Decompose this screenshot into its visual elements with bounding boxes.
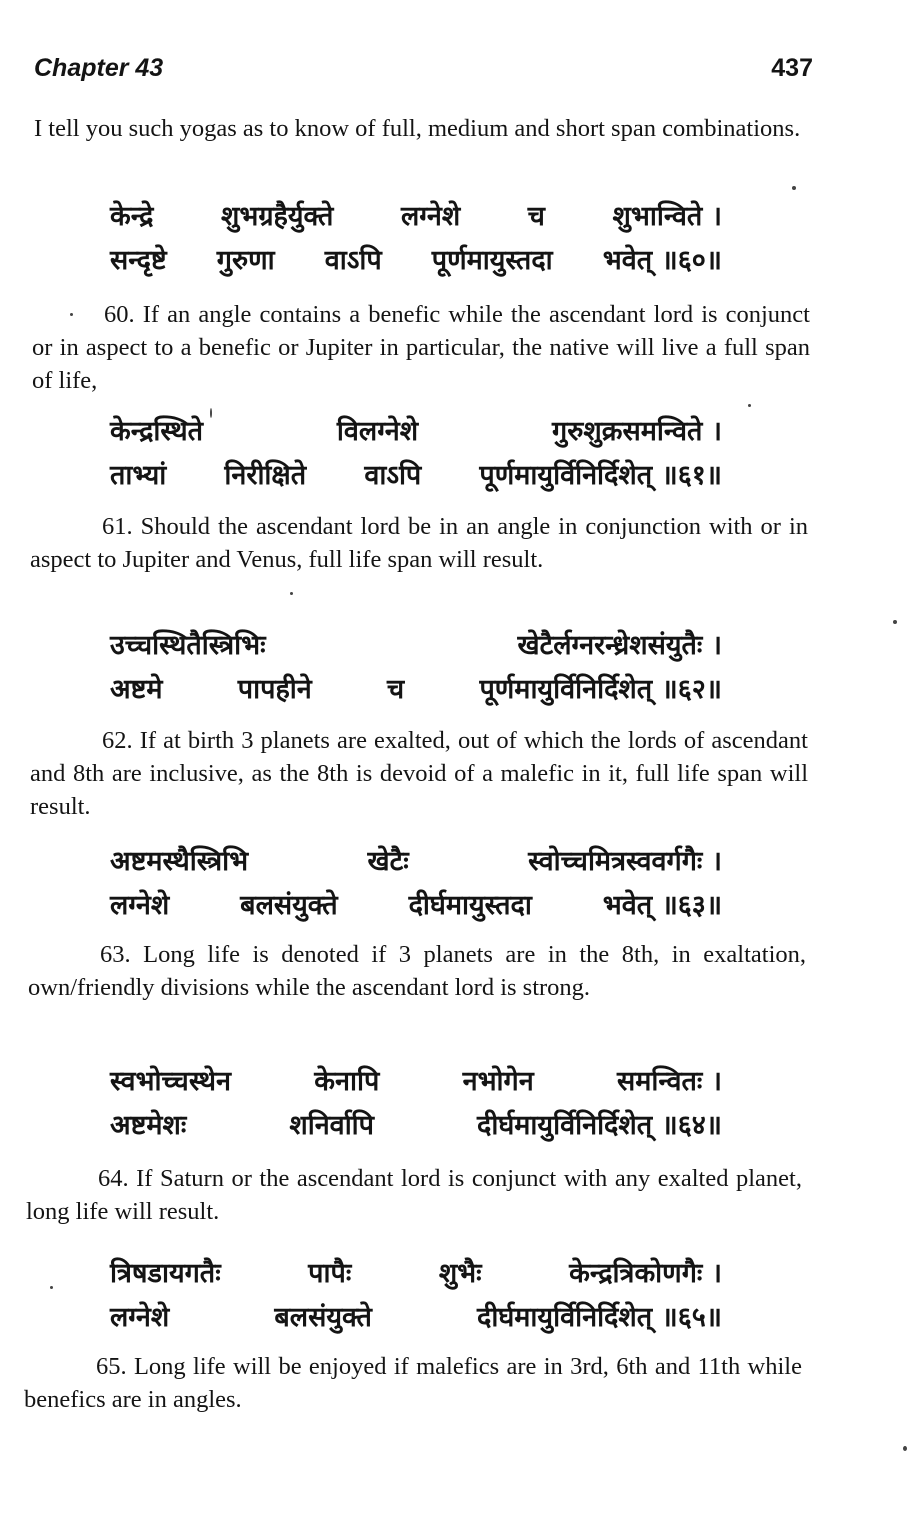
verse-word: अष्टमेशः — [110, 1110, 187, 1141]
verse-word: समन्वितः । — [617, 1066, 722, 1097]
verse-line — [110, 410, 722, 454]
verse-word: दीर्घमायुर्विनिर्दिशेत् ॥६५॥ — [477, 1302, 722, 1333]
verse-word: स्वोच्चमित्रस्ववर्गगैः । — [528, 846, 722, 877]
verse-line — [110, 1296, 722, 1340]
verse-word: वाऽपि — [364, 460, 422, 491]
translation-60: 60. If an angle contains a benefic while the ascendant lord is conjunct or in aspect to a benefic or Jupiter in particular, the native will live a full span of life, — [32, 301, 810, 394]
verse-word: पूर्णमायुस्तदा — [431, 245, 553, 276]
scan-speck — [70, 313, 73, 316]
verse-word: लग्नेशे — [110, 1302, 170, 1333]
verse-60 — [110, 195, 722, 283]
verse-word: केन्द्रस्थिते — [110, 416, 204, 447]
verse-62 — [110, 624, 722, 712]
verse-65 — [110, 1252, 722, 1340]
verse-word: शुभग्रहैर्युक्ते — [220, 201, 334, 232]
verse-word: च — [387, 674, 405, 705]
scan-speck — [893, 620, 897, 624]
verse-word: भवेत् ॥६३॥ — [602, 890, 722, 921]
translation-65: 65. Long life will be enjoyed if malefics are in 3rd, 6th and 11th while benefics are in angles. — [24, 1353, 802, 1413]
verse-word: खेटैः — [367, 846, 409, 877]
verse-word: पूर्णमायुर्विनिर्दिशेत् ॥६२॥ — [479, 674, 722, 705]
verse-word: नभोगेन — [462, 1066, 534, 1097]
intro-paragraph: I tell you such yogas as to know of full, medium and short span combinations. — [34, 115, 801, 142]
verse-line — [110, 195, 722, 239]
verse-word: दीर्घमायुर्विनिर्दिशेत् ॥६४॥ — [477, 1110, 722, 1141]
verse-word: निरीक्षिते — [224, 460, 307, 491]
verse-word: लग्नेशे — [400, 201, 461, 232]
verse-63 — [110, 840, 722, 928]
scan-speck — [50, 1286, 53, 1289]
verse-word: शनिर्वापि — [289, 1110, 375, 1141]
chapter-title: Chapter 43 — [34, 54, 164, 82]
verse-word: सन्दृष्टे — [110, 245, 167, 276]
verse-word: केन्द्रत्रिकोणगैः । — [569, 1258, 722, 1289]
verse-word: पापैः — [308, 1258, 352, 1289]
scan-speck — [210, 408, 212, 418]
verse-line — [110, 840, 722, 884]
verse-line — [110, 1252, 722, 1296]
verse-word: ताभ्यां — [110, 460, 167, 491]
verse-line — [110, 668, 722, 712]
verse-word: गुरुणा — [216, 245, 275, 276]
verse-word: लग्नेशे — [110, 890, 170, 921]
verse-word: उच्चस्थितैस्त्रिभिः — [110, 630, 266, 661]
verse-word: अष्टमे — [110, 674, 163, 705]
page-number: 437 — [771, 54, 813, 82]
verse-word: खेटैर्लग्नरन्ध्रेशसंयुतैः । — [517, 630, 722, 661]
verse-61 — [110, 410, 722, 498]
verse-word: शुभान्विते । — [612, 201, 722, 232]
verse-word: केन्द्रे — [110, 201, 154, 232]
verse-64 — [110, 1060, 722, 1148]
verse-word: स्वभोच्चस्थेन — [110, 1066, 232, 1097]
verse-word: त्रिषडायगतैः — [110, 1258, 221, 1289]
verse-word: बलसंयुक्ते — [240, 890, 338, 921]
verse-word: भवेत् ॥६०॥ — [602, 245, 722, 276]
verse-word: दीर्घमायुस्तदा — [408, 890, 532, 921]
page-header — [34, 54, 813, 90]
verse-word: विलग्नेशे — [336, 416, 419, 447]
verse-word: केनापि — [314, 1066, 380, 1097]
verse-word: वाऽपि — [324, 245, 382, 276]
translation-62: 62. If at birth 3 planets are exalted, out of which the lords of ascendant and 8th are inclusive, as the 8th is devoid of a malefic in it, full life span will result. — [30, 727, 808, 820]
verse-line — [110, 239, 722, 283]
verse-word: अष्टमस्थैस्त्रिभि — [110, 846, 249, 877]
verse-line — [110, 1060, 722, 1104]
translation-61: 61. Should the ascendant lord be in an angle in conjunction with or in aspect to Jupiter and Venus, full life span will result. — [30, 513, 808, 573]
verse-line — [110, 454, 722, 498]
translation-63: 63. Long life is denoted if 3 planets are in the 8th, in exaltation, own/friendly divisions while the ascendant lord is strong. — [28, 941, 806, 1001]
verse-word: गुरुशुक्रसमन्विते । — [552, 416, 722, 447]
verse-line — [110, 1104, 722, 1148]
scan-speck — [792, 186, 796, 190]
scan-speck — [748, 404, 751, 407]
verse-word: पापहीने — [237, 674, 312, 705]
scan-speck — [903, 1446, 907, 1451]
verse-word: पूर्णमायुर्विनिर्दिशेत् ॥६१॥ — [479, 460, 722, 491]
verse-word: शुभैः — [438, 1258, 482, 1289]
verse-word: बलसंयुक्ते — [274, 1302, 372, 1333]
verse-line — [110, 884, 722, 928]
verse-line — [110, 624, 722, 668]
translation-64: 64. If Saturn or the ascendant lord is conjunct with any exalted planet, long life will result. — [26, 1165, 802, 1225]
scan-speck — [290, 592, 293, 595]
verse-word: च — [527, 201, 545, 232]
